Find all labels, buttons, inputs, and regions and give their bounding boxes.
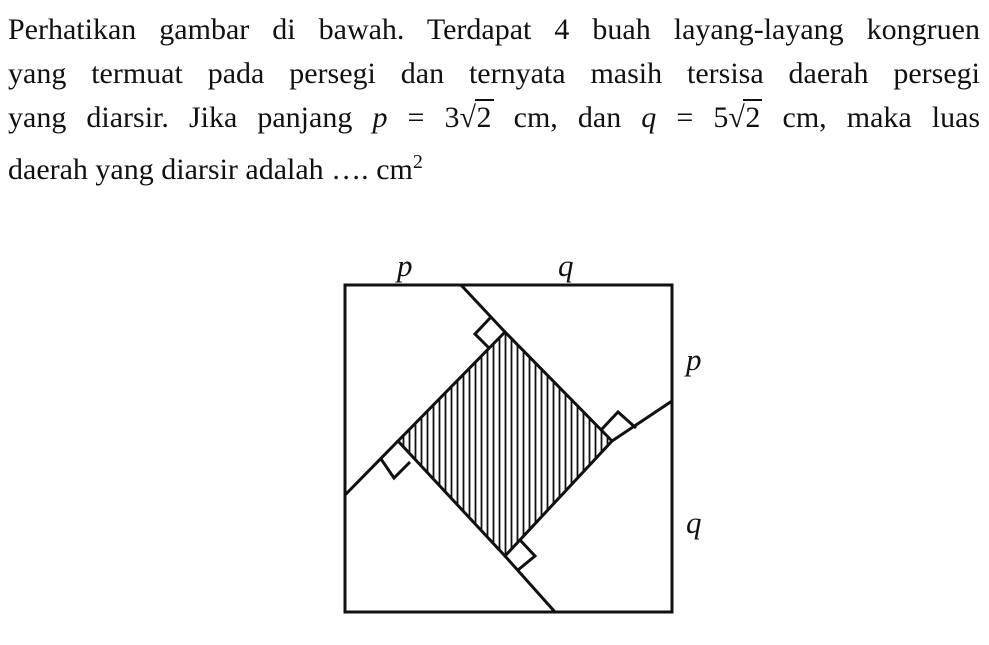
equals-sign-2: = bbox=[676, 101, 694, 134]
unit-cm-base: cm bbox=[376, 153, 413, 186]
problem-line-4-lead: daerah yang diarsir adalah …. bbox=[8, 153, 369, 186]
kite-edge-right bbox=[612, 401, 672, 441]
unit-exponent: 2 bbox=[412, 151, 423, 173]
var-p: p bbox=[372, 101, 388, 134]
label-top-q: q bbox=[558, 248, 574, 283]
right-angle-icon-bottom bbox=[518, 540, 535, 570]
problem-line-3-tail: cm, maka luas bbox=[782, 101, 981, 134]
equals-sign: = bbox=[407, 101, 425, 134]
unit-cm: cm bbox=[513, 101, 551, 134]
shaded-square bbox=[398, 332, 612, 556]
label-top-p: p bbox=[397, 248, 413, 283]
radical-icon-2: √ bbox=[728, 101, 745, 134]
kite-edge-bottom bbox=[505, 556, 555, 612]
right-angle-icon-top bbox=[475, 317, 491, 348]
var-q: q bbox=[641, 101, 657, 134]
right-angle-icon-left bbox=[381, 459, 410, 478]
p-radicand: 2 bbox=[476, 101, 492, 134]
q-coefficient: 5 bbox=[713, 101, 729, 134]
problem-line-3-lead: yang diarsir. Jika panjang bbox=[8, 101, 353, 134]
p-coefficient: 3 bbox=[444, 101, 460, 134]
radical-icon: √ bbox=[459, 101, 477, 134]
q-radicand: 2 bbox=[745, 101, 761, 134]
label-right-p: p bbox=[686, 342, 702, 377]
conjunction-dan: , dan bbox=[550, 101, 622, 134]
label-right-q: q bbox=[686, 505, 702, 540]
problem-line-2: yang termuat pada persegi dan ternyata masih tersisa daerah persegi bbox=[8, 57, 980, 90]
problem-line-1: Perhatikan gambar di bawah. Terdapat 4 buah layang-layang kongruen bbox=[8, 13, 980, 46]
kite-edge-left bbox=[345, 441, 398, 495]
